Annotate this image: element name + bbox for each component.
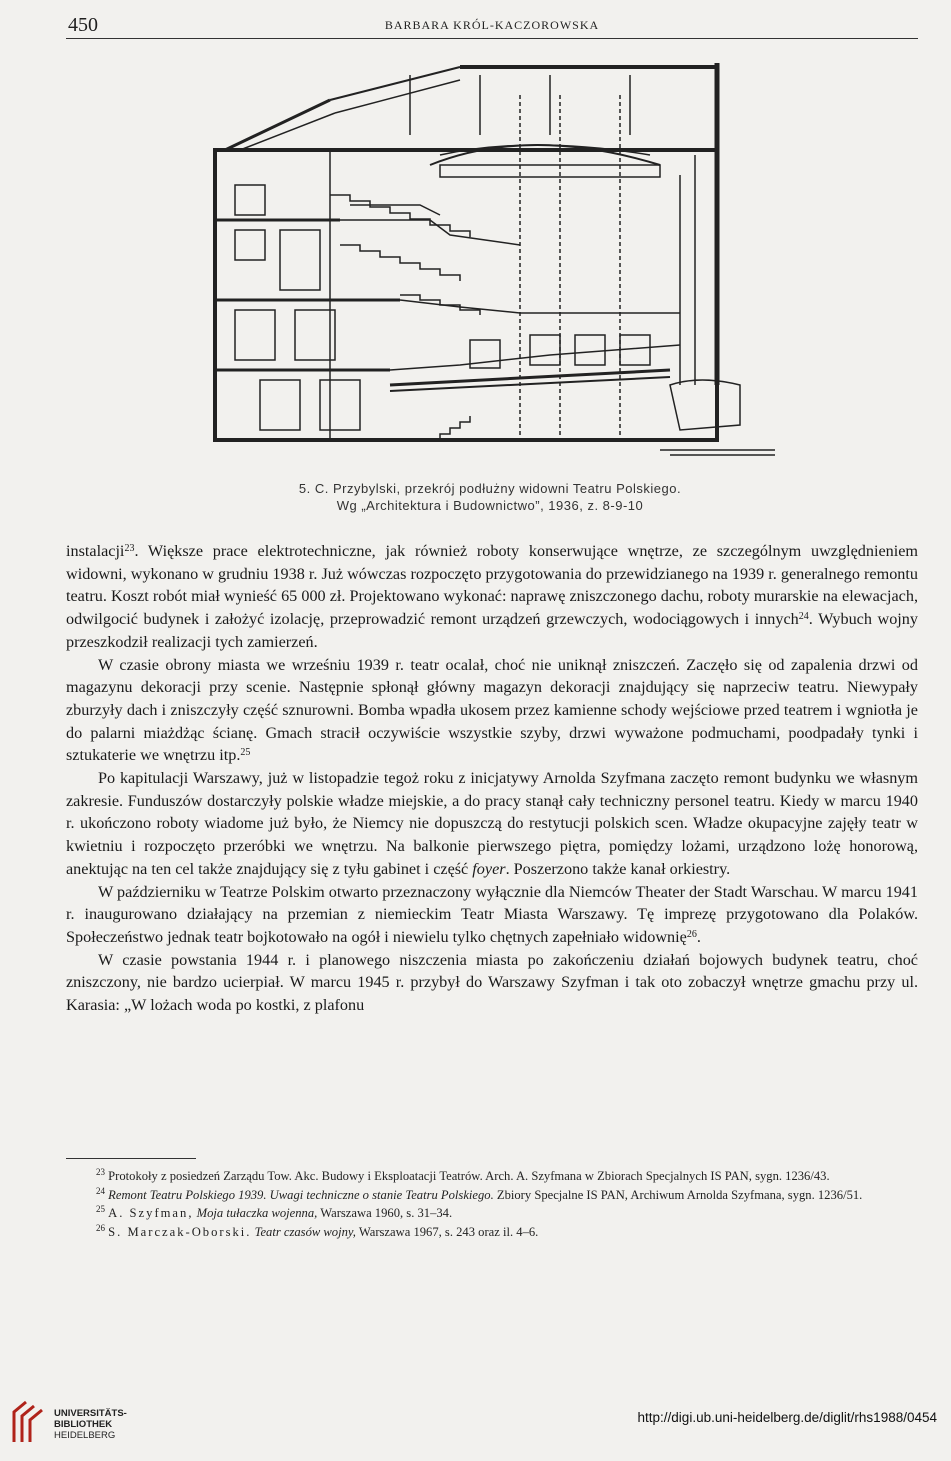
paragraph-5 — [66, 949, 918, 1017]
footnote-ref-26: 26 — [686, 928, 697, 940]
footnote-title: Remont Teatru Polskiego 1939. Uwagi techniczne o stanie Teatru Polskiego. — [108, 1187, 494, 1202]
p2-text: W czasie obrony miasta we wrześniu 1939 r. teatr ocalał, choć nie uniknął zniszczeń. Zaczęło się od zapalenia drzwi od magazynu dekoracji przy scenie. Następnie spłonął główny magazyn dekoracji znajdujący się naprzeciw teatru. Niewypały zburzyły dach i zniszczyły część sznurowni. Bomba wpadła ukosem przez kamienne schody wejściowe przed teatrem i wgniotła je do palarni miażdżąc ścianę. Gmach stracił oczywiście wszystkie szyby, drzwi wyważone podmuchami, poodpadały tynki i sztukaterie we wnętrzu itp. — [66, 655, 918, 765]
footnote-text: Zbiory Specjalne IS PAN, Archiwum Arnolda Szyfmana, sygn. 1236/51. — [493, 1187, 863, 1202]
p3-foyer: foyer — [472, 859, 506, 878]
caption-line-2: Wg „Architektura i Budownictwo”, 1936, z. 8-9-10 — [336, 498, 644, 513]
source-url-link[interactable]: http://digi.ub.uni-heidelberg.de/diglit/rhs1988/0454 — [637, 1410, 937, 1425]
footnote-23 — [66, 1167, 918, 1186]
footnote-text: Warszawa 1960, s. 31–34. — [317, 1206, 453, 1220]
footnote-author: S. Marczak-Oborski. — [108, 1224, 252, 1239]
running-head: BARBARA KRÓL-KACZOROWSKA — [384, 18, 600, 32]
p4-text-b: . — [696, 927, 701, 946]
footnote-title: Moja tułaczka wojenna, — [196, 1206, 318, 1220]
footnote-24 — [66, 1186, 918, 1205]
p1-text-a: instalacji — [66, 542, 125, 560]
paragraph-2 — [66, 654, 918, 768]
page-number: 450 — [68, 14, 98, 36]
body-text — [66, 540, 918, 1017]
logo-line-1: UNIVERSITÄTS- — [54, 1408, 127, 1419]
footnote-num: 25 — [96, 1204, 105, 1214]
p3-text-b: . Poszerzono także kanał orkiestry. — [505, 859, 731, 878]
paragraph-4 — [66, 881, 918, 949]
logo-line-2: BIBLIOTHEK — [54, 1419, 113, 1430]
footnote-rule — [66, 1158, 196, 1159]
theatre-section-drawing — [200, 55, 780, 470]
footnote-num: 24 — [96, 1185, 105, 1196]
p4-text-a: W październiku w Teatrze Polskim otwarto przeznaczony wyłącznie dla Niemców Theater der Stadt Warschau. W marcu 1941 r. inaugurowano działający na przemian z niemieckim Teatr Miasta Warszawy. Tę imprezę przygotowano dla Polaków. Społeczeństwo jednak teatr bojkotowało na ogół i niewielu tylko chętnych zapełniało widownię — [66, 882, 918, 946]
footnote-author: A. Szyfman, — [108, 1206, 194, 1220]
footnotes — [66, 1167, 918, 1241]
logo-line-3: HEIDELBERG — [54, 1430, 116, 1441]
footnote-title: Teatr czasów wojny, — [254, 1224, 356, 1239]
p1-text-c: . Wybuch wojny przeszkodził realizacji tych zamierzeń. — [66, 610, 918, 651]
footnote-26 — [66, 1223, 918, 1242]
paragraph-1 — [66, 540, 918, 654]
p3-text-a: Po kapitulacji Warszawy, już w listopadzie tegoż roku z inicjatywy Arnolda Szyfmana zaczęto remont budynku we własnym zakresie. Funduszów dostarczyły polskie władze miejskie, a do pracy stanął cały techniczny personel teatru. Kiedy w marcu 1940 r. ukończono roboty wiadome już było, że Niemcy nie dopuszczą do restytucji polskich scen. Władze okupacyjne zajęły teatr w kwietniu i rozpoczęto przeróbki we wnętrzu. Na balkonie pierwszego piętra, pomiędzy lożami, urządzono lożę honorową, anektując na ten cel także znajdujący się z tyłu gabinet i część — [66, 769, 918, 878]
footnote-25 — [66, 1204, 918, 1223]
footnote-ref-23: 23 — [124, 543, 135, 554]
footnote-text: Protokoły z posiedzeń Zarządu Tow. Akc. Budowy i Eksploatacji Teatrów. Arch. A. Szyfmana w Zbiorach Specjalnych IS PAN, sygn. 1236/43. — [108, 1169, 830, 1183]
footnote-num: 23 — [96, 1167, 105, 1177]
p1-text-b: . Większe prace elektrotechniczne, jak również roboty konserwujące wnętrze, ze szczególnym uwzględnieniem widowni, wykonano w grudniu 1938 r. Już wówczas rozpoczęto przygotowania do przewidzianego na 1939 r. generalnego remontu teatru. Koszt robót miał wynieść 65 000 zł. Projektowano wykonać: naprawę zniszczonego dachu, roboty murarskie na elewacjach, odwilgocić budynek i założyć izolację, przeprowadzić remont urządzeń grzewczych, wodociągowych i innych — [66, 542, 918, 629]
page-header — [66, 12, 918, 39]
footnote-num: 26 — [96, 1222, 105, 1233]
footnote-ref-25: 25 — [240, 747, 251, 759]
footnote-text: Warszawa 1967, s. 243 oraz il. 4–6. — [355, 1224, 539, 1239]
p5-text: W czasie powstania 1944 r. i planowego niszczenia miasta po zakończeniu działań bojowych budynek teatru, choć zniszczony, nie bardzo ucierpiał. W marcu 1945 r. przybył do Warszawy Szyfman i tak oto zobaczył wnętrze gmachu przy ul. Karasia: „W lożach woda po kostki, z plafonu — [66, 950, 918, 1015]
footnote-ref-24: 24 — [798, 611, 809, 623]
caption-line-1: 5. C. Przybylski, przekrój podłużny widowni Teatru Polskiego. — [298, 481, 682, 496]
paragraph-3 — [66, 767, 918, 881]
figure-caption — [200, 480, 780, 514]
library-logo-text — [54, 1408, 127, 1441]
